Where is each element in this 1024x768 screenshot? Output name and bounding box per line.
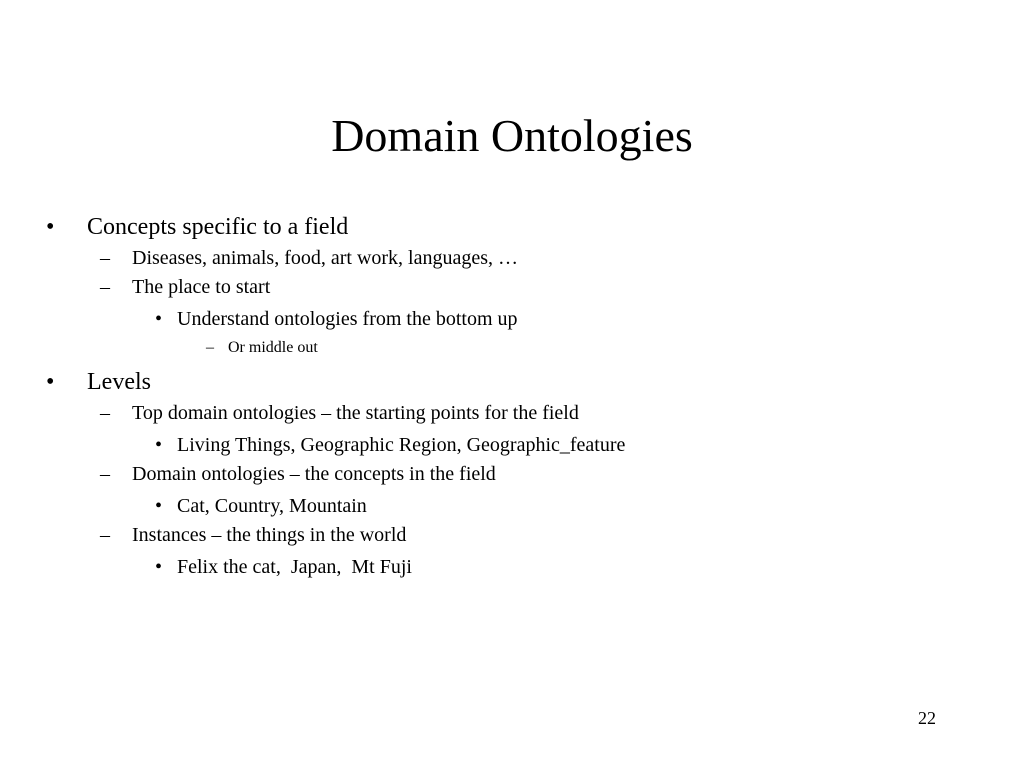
sub-bullet-marker: – <box>100 276 110 298</box>
sub-sub-bullet-living-things: Living Things, Geographic Region, Geographic_feature <box>177 434 626 456</box>
sub-bullet-instances: Instances – the things in the world <box>132 524 407 546</box>
sub-bullet-marker: – <box>100 463 110 485</box>
bullet-marker: • <box>46 214 55 240</box>
level4-bullet-marker: – <box>206 339 214 356</box>
sub-bullet-marker: – <box>100 524 110 546</box>
bullet-marker: • <box>46 369 55 395</box>
sub-sub-bullet-marker: • <box>155 556 163 578</box>
sub-bullet-marker: – <box>100 402 110 424</box>
level4-bullet-middle-out: Or middle out <box>228 339 318 356</box>
sub-sub-bullet-cat-country: Cat, Country, Mountain <box>177 495 367 517</box>
page-number: 22 <box>918 708 936 728</box>
sub-sub-bullet-bottom-up: Understand ontologies from the bottom up <box>177 308 518 330</box>
sub-bullet-top-domain: Top domain ontologies – the starting points for the field <box>132 402 579 424</box>
sub-bullet-diseases: Diseases, animals, food, art work, languages, … <box>132 247 519 269</box>
slide-title: Domain Ontologies <box>331 110 693 161</box>
sub-bullet-place-to-start: The place to start <box>132 276 271 298</box>
sub-bullet-marker: – <box>100 247 110 269</box>
sub-sub-bullet-felix: Felix the cat, Japan, Mt Fuji <box>177 556 412 578</box>
sub-sub-bullet-marker: • <box>155 308 163 330</box>
sub-sub-bullet-marker: • <box>155 434 163 456</box>
sub-sub-bullet-marker: • <box>155 495 163 517</box>
bullet-concepts-specific: Concepts specific to a field <box>87 214 349 240</box>
sub-bullet-domain-ontologies: Domain ontologies – the concepts in the field <box>132 463 496 485</box>
bullet-levels: Levels <box>87 369 151 395</box>
